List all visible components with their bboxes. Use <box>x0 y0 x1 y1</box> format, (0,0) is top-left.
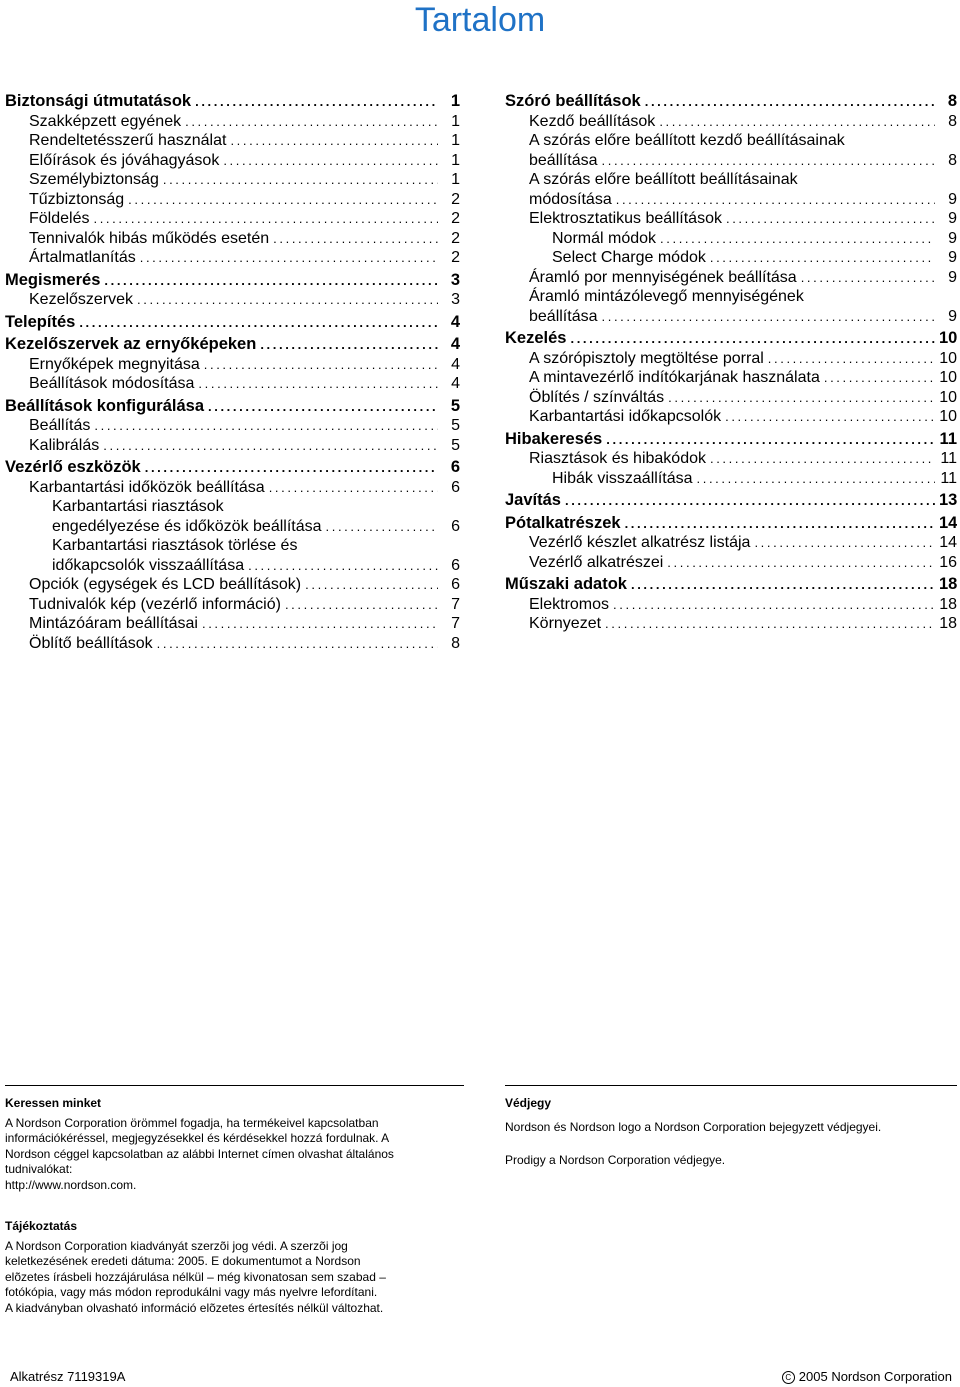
toc-page-number: 1 <box>451 112 460 130</box>
toc-entry[interactable] <box>505 92 957 112</box>
toc-entry[interactable] <box>505 595 957 615</box>
toc-entry-title: Öblítő beállítások <box>29 634 153 652</box>
toc-dot-leader <box>710 248 935 268</box>
toc-entry-title: Kezelőszervek <box>29 291 134 308</box>
toc-entry-title: A mintavezérlő indítókarjának használata <box>529 369 820 386</box>
toc-entry[interactable] <box>505 131 957 170</box>
contact-heading: Keressen minket <box>5 1096 102 1110</box>
toc-entry-title: Áramló mintázólevegő mennyiségének <box>529 288 804 305</box>
toc-dot-leader <box>602 307 936 327</box>
toc-page-number: 6 <box>451 517 460 535</box>
toc-page-number: 18 <box>939 595 957 613</box>
notice-heading: Tájékoztatás <box>5 1219 78 1233</box>
toc-entry-title: Kezdő beállítások <box>529 112 656 130</box>
toc-entry[interactable] <box>5 335 460 355</box>
toc-entry-title: Tűzbiztonság <box>29 190 125 208</box>
toc-page-number: 10 <box>939 329 957 347</box>
toc-dot-leader <box>613 595 935 615</box>
toc-entry-title: A szórás előre beállított beállításainak <box>529 171 798 188</box>
toc-entry[interactable] <box>505 514 957 534</box>
notice-line: fotókópia, vagy más módon reprodukálni vagy más nyelvre lefordítani. <box>5 1285 378 1299</box>
toc-entry[interactable] <box>5 229 460 249</box>
toc-page-number: 10 <box>939 349 957 367</box>
contact-url[interactable]: http://www.nordson.com. <box>5 1177 137 1192</box>
toc-page-number: 6 <box>451 556 460 574</box>
toc-dot-leader <box>223 151 438 171</box>
toc-entry[interactable] <box>505 533 957 553</box>
notice-line: A Nordson Corporation kiadványát szerzõi jog védi. A szerzõi jog <box>5 1238 348 1253</box>
toc-dot-leader <box>185 112 438 132</box>
toc-entry[interactable] <box>505 329 957 349</box>
toc-entry[interactable] <box>505 575 957 595</box>
notice-section <box>5 1219 475 1316</box>
toc-page-number: 9 <box>948 249 957 266</box>
toc-entry-title: Mintázóáram beállításai <box>29 615 198 632</box>
toc-entry[interactable] <box>5 436 460 456</box>
toc-dot-leader <box>605 614 935 634</box>
toc-entry[interactable] <box>5 151 460 171</box>
trademark-heading: Védjegy <box>505 1096 552 1110</box>
toc-entry[interactable] <box>5 131 460 151</box>
toc-entry-title: Beállítások konfigurálása <box>5 396 204 415</box>
toc-entry-title: Áramló por mennyiségének beállítása <box>529 268 797 286</box>
toc-dot-leader <box>285 595 438 615</box>
toc-entry[interactable] <box>5 575 460 595</box>
toc-entry[interactable] <box>5 536 460 575</box>
toc-entry-title: Kezelés <box>505 329 567 347</box>
toc-page-number: 7 <box>451 595 460 613</box>
toc-entry-title: Karbantartási riasztások <box>52 498 224 515</box>
toc-entry[interactable] <box>5 290 460 310</box>
toc-entry-title: Hibakeresés <box>505 429 603 448</box>
toc-page-number: 1 <box>451 151 460 169</box>
toc-dot-leader <box>273 229 438 249</box>
toc-dot-leader <box>668 388 935 408</box>
toc-entry[interactable] <box>5 271 460 291</box>
toc-entry-title: Vezérlő készlet alkatrész listája <box>529 534 751 551</box>
toc-dot-leader <box>754 533 935 553</box>
toc-entry-title: Pótalkatrészek <box>505 513 621 532</box>
toc-entry[interactable] <box>505 368 957 388</box>
toc-page-number: 4 <box>450 335 460 353</box>
toc-entry[interactable] <box>5 397 460 417</box>
toc-page-number: 9 <box>948 190 957 208</box>
toc-entry-title: Karbantartási időközök beállítása <box>29 478 265 496</box>
toc-entry[interactable] <box>5 209 460 229</box>
toc-entry-title-cont: beállítása <box>529 151 598 169</box>
toc-entry-title: Rendeltetésszerű használat <box>29 132 227 149</box>
toc-dot-leader <box>269 478 438 498</box>
toc-right-column <box>505 92 957 634</box>
toc-entry[interactable] <box>505 268 957 288</box>
toc-dot-leader <box>697 469 936 489</box>
toc-entry[interactable] <box>5 92 460 112</box>
toc-entry-title: Ernyőképek megnyitása <box>29 355 200 373</box>
toc-entry-title: Vezérlő alkatrészei <box>529 553 664 571</box>
toc-entry[interactable] <box>5 355 460 375</box>
copyright-line <box>782 1369 952 1384</box>
toc-entry[interactable] <box>505 469 957 489</box>
toc-entry-title: Select Charge módok <box>552 249 706 266</box>
toc-dot-leader <box>140 248 438 268</box>
toc-entry-title: Telepítés <box>5 312 76 331</box>
toc-entry-title: A szórás előre beállított kezdő beállításainak <box>529 132 845 149</box>
toc-entry[interactable] <box>5 458 460 478</box>
toc-page-number: 3 <box>451 291 460 308</box>
page-title: Tartalom <box>414 1 546 39</box>
toc-entry-title-cont: módosítása <box>529 190 612 208</box>
toc-dot-leader <box>570 329 935 349</box>
toc-dot-leader <box>104 271 438 291</box>
footer-rule-left <box>5 1085 464 1086</box>
toc-entry-title: Személybiztonság <box>29 171 159 188</box>
toc-entry-title-cont: engedélyezése és időközök beállítása <box>52 517 322 535</box>
toc-entry[interactable] <box>5 313 460 333</box>
toc-entry-title: Karbantartási riasztások törlése és <box>52 537 298 554</box>
toc-entry[interactable] <box>5 497 460 536</box>
toc-dot-leader <box>824 368 935 388</box>
toc-dot-leader <box>157 634 438 654</box>
toc-dot-leader <box>128 190 438 210</box>
toc-page-number: 5 <box>451 417 460 434</box>
toc-entry[interactable] <box>5 634 460 654</box>
contact-line: információkéréssel, megjegyzésekkel és kérdésekkel hozzá fordulnak. A <box>5 1131 390 1145</box>
notice-line: elõzetes írásbeli hozzájárulása nélkül – még kivonatosan sem szabad – <box>5 1269 386 1284</box>
toc-page-number: 2 <box>451 190 460 208</box>
toc-page-number: 8 <box>451 634 460 652</box>
toc-dot-leader <box>645 92 935 112</box>
toc-dot-leader <box>667 553 935 573</box>
toc-entry[interactable] <box>505 229 957 249</box>
toc-page-number: 4 <box>451 375 460 392</box>
toc-entry-title: Előírások és jóváhagyások <box>29 151 220 169</box>
toc-entry-title: Hibák visszaállítása <box>552 469 693 487</box>
toc-entry[interactable] <box>5 374 460 394</box>
toc-entry[interactable] <box>505 430 957 450</box>
toc-entry[interactable] <box>505 349 957 369</box>
toc-page-number: 10 <box>939 388 957 406</box>
toc-page-number: 4 <box>451 355 460 373</box>
part-number: Alkatrész 7119319A <box>10 1369 126 1384</box>
trademark-text-2: Prodigy a Nordson Corporation védjegye. <box>505 1153 726 1167</box>
toc-entry-title: Normál módok <box>552 229 657 247</box>
toc-page-number: 1 <box>451 171 460 188</box>
toc-entry-title-cont: beállítása <box>529 307 598 325</box>
toc-page-number: 2 <box>451 229 460 247</box>
toc-page-number: 6 <box>450 458 460 476</box>
contact-line: tudnivalókat: <box>5 1162 73 1176</box>
toc-page-number: 9 <box>948 210 957 227</box>
toc-entry-title: Kalibrálás <box>29 436 100 454</box>
toc-dot-leader <box>195 92 438 112</box>
toc-page-number: 10 <box>939 369 957 386</box>
toc-dot-leader <box>79 313 438 333</box>
toc-page-number: 5 <box>450 396 460 415</box>
toc-page-number: 6 <box>451 576 460 593</box>
toc-page-number: 8 <box>947 92 957 110</box>
toc-dot-leader <box>204 355 438 375</box>
toc-dot-leader <box>606 430 935 450</box>
toc-dot-leader <box>631 575 935 595</box>
toc-entry[interactable] <box>5 416 460 436</box>
toc-dot-leader <box>659 112 935 132</box>
toc-dot-leader <box>260 335 438 355</box>
toc-entry-title-cont: időkapcsolók visszaállítása <box>52 556 245 574</box>
toc-dot-leader <box>726 209 935 229</box>
notice-line: A kiadványban olvasható információ elõzetes értesítés nélkül változhat. <box>5 1300 384 1315</box>
toc-entry-title: Tudnivalók kép (vezérlő információ) <box>29 595 281 613</box>
toc-entry-title: Javítás <box>505 491 561 509</box>
toc-dot-leader <box>94 416 438 436</box>
toc-page-number: 9 <box>948 307 957 325</box>
toc-page-number: 1 <box>450 92 460 110</box>
toc-entry-title: Beállítások módosítása <box>29 375 195 392</box>
toc-dot-leader <box>710 449 935 469</box>
toc-dot-leader <box>305 575 438 595</box>
toc-page-number: 11 <box>940 469 957 487</box>
toc-entry-title: Vezérlő eszközök <box>5 458 141 476</box>
toc-page-number: 2 <box>451 210 460 227</box>
toc-page-number: 8 <box>948 112 957 130</box>
toc-page-number: 13 <box>939 491 957 509</box>
trademark-text: Nordson és Nordson logo a Nordson Corporation bejegyzett védjegyei. <box>505 1119 882 1134</box>
toc-entry[interactable] <box>505 449 957 469</box>
toc-dot-leader <box>163 170 438 190</box>
toc-entry-title: Opciók (egységek és LCD beállítások) <box>29 576 302 593</box>
contact-line: Nordson céggel kapcsolatban az alábbi Internet címen olvashat általános <box>5 1146 394 1161</box>
toc-page-number: 14 <box>939 534 957 551</box>
toc-dot-leader <box>93 209 438 229</box>
toc-page-number: 9 <box>948 229 957 247</box>
toc-entry-title: Öblítés / színváltás <box>529 388 665 406</box>
toc-entry-title: Földelés <box>29 210 90 227</box>
toc-dot-leader <box>616 190 935 210</box>
toc-page-number: 5 <box>451 436 460 454</box>
toc-entry[interactable] <box>5 614 460 634</box>
toc-left-column <box>5 92 460 653</box>
notice-line: keletkezésének eredeti dátuma: 2005. E dokumentumot a Nordson <box>5 1254 361 1268</box>
toc-entry-title: Biztonsági útmutatások <box>5 92 192 110</box>
toc-page-number: 18 <box>939 615 957 632</box>
toc-entry-title: Szóró beállítások <box>505 92 641 110</box>
toc-entry-title: Megismerés <box>5 270 101 289</box>
toc-dot-leader <box>248 556 438 576</box>
contact-section <box>5 1096 475 1193</box>
toc-entry[interactable] <box>5 248 460 268</box>
footer-rule-right <box>505 1085 957 1086</box>
toc-page-number: 10 <box>939 408 957 425</box>
toc-entry[interactable] <box>5 595 460 615</box>
toc-entry-title: Tennivalók hibás működés esetén <box>29 229 270 247</box>
toc-dot-leader <box>198 374 438 394</box>
copyright-text: 2005 Nordson Corporation <box>798 1369 952 1384</box>
contact-line: A Nordson Corporation örömmel fogadja, ha termékeivel kapcsolatban <box>5 1115 379 1130</box>
toc-entry[interactable] <box>505 614 957 634</box>
toc-page-number: 11 <box>939 429 957 448</box>
toc-entry-title: Riasztások és hibakódok <box>529 450 706 467</box>
toc-entry-title: Elektromos <box>529 595 610 613</box>
toc-page-number: 11 <box>940 450 957 467</box>
toc-entry[interactable] <box>505 491 957 511</box>
toc-entry-title: Beállítás <box>29 417 91 434</box>
toc-entry[interactable] <box>505 407 957 427</box>
toc-entry-title: Kezelőszervek az ernyőképeken <box>5 335 257 353</box>
toc-entry-title: Műszaki adatok <box>505 575 627 593</box>
toc-page-number: 16 <box>939 553 957 571</box>
toc-dot-leader <box>602 151 936 171</box>
toc-page-number: 4 <box>450 312 460 331</box>
toc-entry-title: Környezet <box>529 615 602 632</box>
toc-dot-leader <box>137 290 438 310</box>
toc-page-number: 1 <box>451 132 460 149</box>
toc-dot-leader <box>230 131 438 151</box>
toc-entry[interactable] <box>505 388 957 408</box>
toc-dot-leader <box>625 514 935 534</box>
toc-entry[interactable] <box>505 170 957 209</box>
toc-entry-title: A szórópisztoly megtöltése porral <box>529 349 764 367</box>
toc-entry[interactable] <box>5 478 460 498</box>
toc-dot-leader <box>725 407 935 427</box>
toc-page-number: 3 <box>450 270 460 289</box>
toc-entry-title: Ártalmatlanítás <box>29 249 136 266</box>
toc-page-number: 6 <box>451 478 460 496</box>
toc-entry[interactable] <box>505 287 957 326</box>
toc-page-number: 2 <box>451 249 460 266</box>
toc-dot-leader <box>565 491 935 511</box>
toc-entry[interactable] <box>5 112 460 132</box>
toc-entry-title: Szakképzett egyének <box>29 112 182 130</box>
toc-dot-leader <box>660 229 935 249</box>
toc-entry[interactable] <box>5 170 460 190</box>
toc-dot-leader <box>145 458 438 478</box>
toc-dot-leader <box>768 349 935 369</box>
toc-dot-leader <box>208 397 438 417</box>
toc-dot-leader <box>801 268 935 288</box>
toc-page-number: 7 <box>451 615 460 632</box>
toc-entry[interactable] <box>5 190 460 210</box>
toc-entry-title: Karbantartási időkapcsolók <box>529 408 722 425</box>
toc-dot-leader <box>103 436 438 456</box>
toc-page-number: 8 <box>948 151 957 169</box>
toc-entry-title: Elektrosztatikus beállítások <box>529 210 722 227</box>
toc-entry[interactable] <box>505 209 957 229</box>
toc-entry[interactable] <box>505 248 957 268</box>
toc-entry[interactable] <box>505 112 957 132</box>
toc-page-number: 14 <box>939 513 957 532</box>
toc-page-number: 9 <box>948 268 957 286</box>
toc-entry[interactable] <box>505 553 957 573</box>
toc-page-number: 18 <box>939 575 957 593</box>
toc-dot-leader <box>202 614 438 634</box>
toc-dot-leader <box>326 517 438 537</box>
copyright-icon: C <box>782 1371 795 1384</box>
trademark-section <box>505 1096 957 1181</box>
